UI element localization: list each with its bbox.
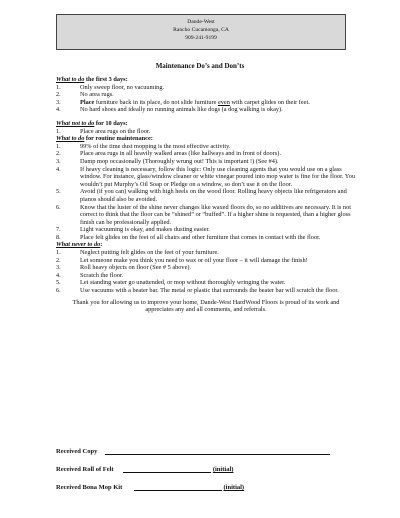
received-mop-signature-line[interactable]	[134, 484, 222, 491]
received-copy-label: Received Copy	[56, 448, 98, 455]
list-item: 8. Place felt glides on the feet of all chairs and other furniture that comes in contact with the floor.	[56, 233, 321, 241]
received-copy-signature-line[interactable]	[105, 448, 330, 455]
received-mop-row	[56, 484, 244, 491]
list-item: 6. Use vacuums with a beater bar. The metal or plastic that surrounds the beater bar will scratch the floor.	[56, 287, 339, 295]
list-item: 2. No area rugs.	[56, 91, 114, 99]
list-item: 5. Avoid (if you can) walking with high heels on the wood floor. Rolling heavy objects like refrigerators and pianos should also be avoided.	[56, 188, 347, 203]
received-copy-row	[56, 448, 330, 455]
list-item: 1. 99% of the time dust mopping is the most effective activity.	[56, 142, 231, 150]
company-header	[56, 14, 346, 50]
company-name: Dande-West	[187, 19, 215, 25]
company-phone: 909-241-9199	[185, 35, 217, 41]
section-heading-ten-days: What not to do for 10 days:	[56, 119, 128, 127]
heading-rest: the first 3 days:	[84, 76, 128, 83]
list-item: 7. Light vacuuming is okay, and makes dusting easier.	[56, 226, 210, 234]
received-mop-label: Received Bona Mop Kit	[56, 484, 123, 491]
thank-you-note: Thank you for allowing us to improve your home, Dande-West HardWood Floors is proud of its work and appreciates any and all comments, and referrals.	[72, 298, 340, 314]
list-item: 1. Place area rugs on the floor.	[56, 127, 151, 135]
received-mop-initial: (initial)	[223, 484, 245, 491]
list-item: 5. Let standing water go unattended, or mop without thoroughly wringing the water.	[56, 279, 286, 287]
company-city: Rancho Cucamonga, CA	[173, 27, 229, 33]
list-item: 2. Place area rugs in all heavily walked areas (like hallways and in front of doors).	[56, 150, 281, 158]
received-felt-signature-line[interactable]	[123, 466, 211, 473]
section-heading-first-days	[56, 76, 356, 84]
list-item: 1. Only sweep floor, no vacuuming.	[56, 83, 165, 91]
list-item: 4. Scratch the floor.	[56, 271, 124, 279]
first-days-list	[56, 84, 356, 114]
received-felt-initial: (initial)	[212, 466, 234, 473]
list-item: 3. Place furniture back in its place, do not slide furniture even with carpet glides on their feet.	[56, 98, 310, 106]
never-list	[56, 249, 356, 295]
list-item: 1. Neglect putting felt glides on the feet of your furniture.	[56, 249, 219, 257]
section-heading-never: What never to do:	[56, 241, 103, 249]
document-title: Maintenance Do’s and Don’ts	[155, 62, 245, 70]
routine-list	[56, 143, 356, 242]
section-heading-routine: What to do for routine maintenance:	[56, 135, 153, 143]
list-item: 3. Roll heavy objects on floor (See # 5 above).	[56, 264, 192, 272]
heading-italic: What to do	[56, 76, 85, 83]
document-body	[56, 76, 356, 314]
received-felt-row	[56, 466, 233, 473]
received-felt-label: Received Roll of Felt	[56, 466, 114, 473]
list-item: 2. Let someone make you think you need to wax or oil your floor – it will damage the finish!	[56, 256, 308, 264]
list-item: 6. Know that the luster of the shine never changes like waxed floors do, so no additives are necessary. It is not correct to think that the floor can be “shined” or “buffed”. If a higher shine is requested, than a higher gloss finish can be professionally applied.	[56, 203, 351, 226]
ten-days-list	[56, 128, 356, 136]
list-item: 3. Damp mop occasionally (Thoroughly wrung out! This is important !) (See #4).	[56, 157, 279, 165]
list-item: 4. No hard shoes and ideally no running animals like dogs (a dog walking is okay).	[56, 106, 283, 114]
list-item: 4. If heavy cleaning is necessary, follow this logic: Only use cleaning agents that you would use on a glass window. For instance, glass/window cleaner or white vinegar poured into mop water is fine for the floor. You wouldn’t put Murphy’s Oil Soap or Pledge on a window, so don’t use it on the floor.	[56, 165, 356, 188]
